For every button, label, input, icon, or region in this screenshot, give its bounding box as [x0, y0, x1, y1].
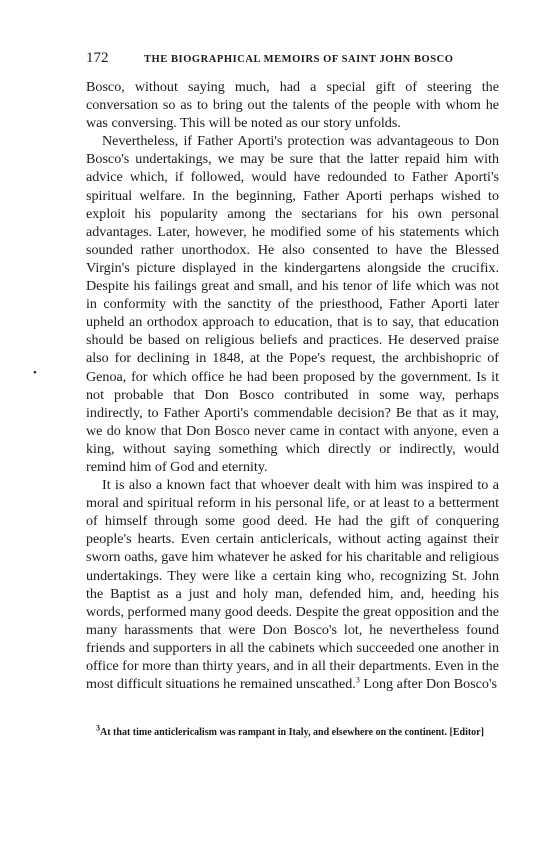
- paragraph-3-text: It is also a known fact that whoever dealt with him was inspired to a moral and spiritual reform in his personal life, or at least to a betterment of himself through some good deed. He had the gift of conquering people's hearts. Even certain anticlericals, without acting against their sworn oaths, gave him whatever he asked for his charitable and religious undertakings. They were like a certain king who, recognizing St. John the Baptist as a just and holy man, defended him, and, heeding his words, performed many good deeds. Despite the great opposition and the many harassments that were Don Bosco's lot, he nevertheless found friends and supporters in all the cabinets which succeeded one another in office for more than thirty years, and in all their departments. Even in the most difficult situations he remained unscathed.: [86, 477, 499, 693]
- paragraph-1: Bosco, without saying much, had a special gift of steering the conversation so as to bring out the talents of the people with whom he was conversing. This will be noted as our story unfolds.: [86, 79, 499, 132]
- footnote: [86, 723, 499, 740]
- running-head: THE BIOGRAPHICAL MEMOIRS OF SAINT JOHN BOSCO: [144, 54, 454, 65]
- page-number: 172: [86, 50, 109, 66]
- paragraph-3: [86, 476, 499, 693]
- footnote-reference: 3: [355, 675, 360, 685]
- paragraph-3-tail: Long after Don Bosco's: [359, 676, 497, 693]
- paragraph-2: Nevertheless, if Father Aporti's protection was advantageous to Don Bosco's undertakings, we may be sure that the latter repaid him with advice which, if followed, would have redounded to Father Aporti's spiritual welfare. In the beginning, Father Aporti perhaps wished to exploit his popularity among the sectarians for his own personal advantages. Later, however, he modified some of his statements which sounded rather unorthodox. He also consented to have the Blessed Virgin's picture displayed in the kindergartens alongside the crucifix. Despite his failings great and small, and his tenor of life which was not in conformity with the sanctity of the priesthood, Father Aporti later upheld an orthodox approach to education, that is to say, that education should be based on religious beliefs and practices. He deserved praise also for declining in 1848, at the Pope's request, the archbishopric of Genoa, for which office he had been proposed by the government. Is it not probable that Don Bosco contributed in some way, perhaps indirectly, to Father Aporti's commendable decision? Be that as it may, we do know that Don Bosco never came in contact with anyone, even a king, without saying something which directly or indirectly, would remind him of God and eternity.: [86, 133, 499, 475]
- footnote-mark: 3: [96, 723, 100, 733]
- page-header: [86, 50, 499, 70]
- margin-mark: •: [33, 367, 37, 379]
- page-content: [86, 50, 499, 693]
- footnote-text: At that time anticlericalism was rampant in Italy, and elsewhere on the continent. [Editor]: [100, 727, 484, 738]
